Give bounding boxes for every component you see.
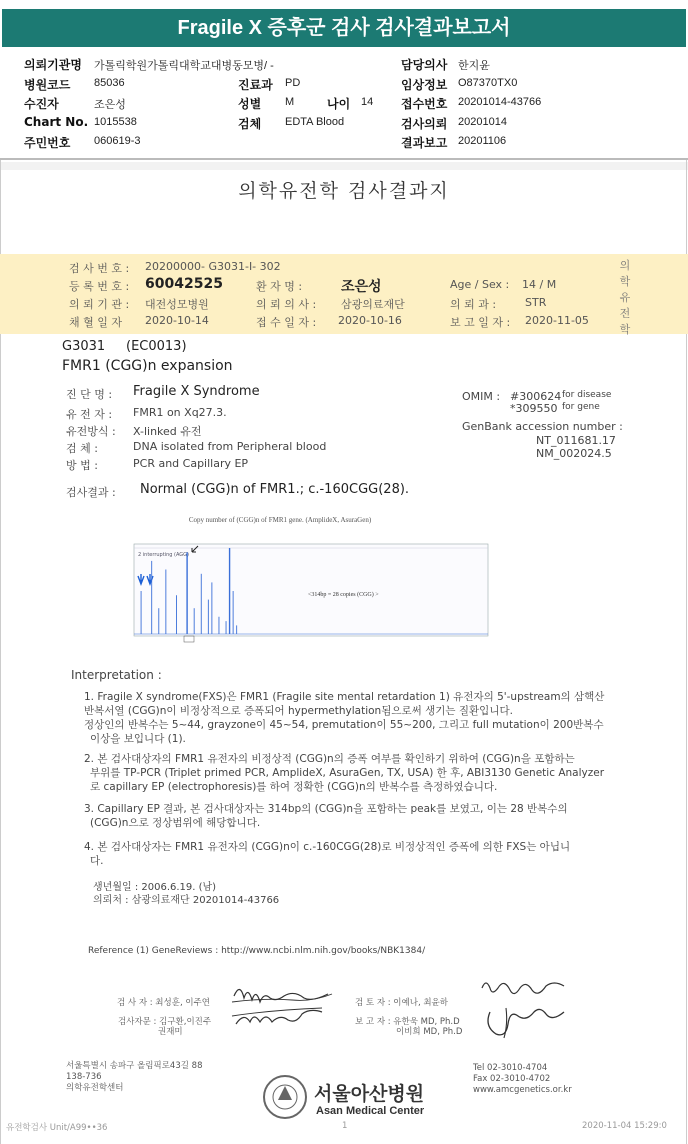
asan-foundation-seal-icon: [262, 1074, 308, 1120]
hospital-logo-english: Asan Medical Center: [316, 1105, 425, 1117]
doctor-label: 담당의사: [401, 58, 448, 72]
gene-label: 유 전 자 :: [66, 408, 113, 421]
reference: Reference (1) GeneReviews : http://www.ncbi.nlm.nih.gov/books/NBK1384/: [88, 946, 426, 956]
hospital-code-value: 85036: [94, 77, 125, 89]
request-date-value: 20201014: [458, 116, 507, 128]
doc-specimen-value: DNA isolated from Peripheral blood: [133, 440, 327, 453]
age-sex-label: Age / Sex :: [450, 278, 510, 291]
report-meta: [0, 52, 688, 152]
report-date-label: 결과보고: [401, 136, 448, 150]
reg-no-value: 60042525: [145, 276, 223, 292]
test-type-label: 의 뢰 과 :: [450, 298, 497, 311]
doc-specimen-label: 검 체 :: [66, 442, 98, 455]
size-marker: [184, 636, 194, 642]
reviewer: 검 토 자 : 이예나, 최윤하: [355, 998, 448, 1008]
staff-line2: 권재미: [158, 1027, 183, 1037]
age-value: 14: [361, 96, 374, 108]
age-sex-value: 14 / M: [522, 278, 557, 291]
signature-tester-image: [228, 976, 338, 1036]
omim-disease: #300624: [510, 390, 562, 403]
receipt-date-value: 2020-10-16: [338, 314, 402, 327]
gene-value: FMR1 on Xq27.3.: [133, 406, 227, 419]
report-date-label-doc: 보 고 일 자 :: [450, 316, 511, 329]
interpretation-paragraph-2: 2. 본 검사대상자의 FMR1 유전자의 비정상적 (CGG)n의 증폭 여부를 확인하기 위하여 (CGG)n을 포함하는 부위를 TP-PCR (Triplet primed PCR, AmplideX, AsuraGen, TX, USA) 한 후, ABI3130 Genetic Analyzer 로 capillary EP (electrophoresis)를 하여 정확한 (CGG)n의 반복수를 측정하였습니다.: [84, 753, 605, 793]
test-no-label: 검 사 번 호 :: [69, 262, 130, 275]
age-label: 나이: [327, 97, 351, 111]
staff-label: 검사자문 : 김구환,이진주: [118, 1017, 212, 1027]
doc-institution-value: 대전성모병원: [145, 298, 209, 311]
method-value: PCR and Capillary EP: [133, 457, 249, 470]
signature-reviewer-image: [470, 972, 580, 1044]
physician-value: 삼광의료재단: [341, 298, 405, 311]
hospital-code-label: 병원코드: [24, 78, 71, 92]
hospital-logo-korean: 서울아산병원: [314, 1083, 425, 1105]
reporter-line2: 이비희 MD, Ph.D: [396, 1027, 463, 1037]
report-title: Fragile X 증후군 검사 검사결과보고서: [2, 9, 686, 47]
omim-gene-note: for gene: [562, 402, 600, 412]
genbank-label: GenBank accession number :: [462, 420, 623, 433]
patient-label: 수진자: [24, 97, 59, 111]
chart-no-value: 1015538: [94, 116, 137, 128]
footer-page: 1: [342, 1121, 348, 1131]
electropherogram-svg: [122, 538, 496, 646]
chart-caption: Copy number of (CGG)n of FMR1 gene. (AmplideX, AsuraGen): [188, 516, 372, 524]
diagnosis-value: Fragile X Syndrome: [133, 384, 260, 399]
sex-label: 성별: [238, 97, 262, 111]
patient-name-value: 조은성: [341, 279, 382, 295]
test-type-value: STR: [525, 296, 547, 309]
accession-value: 20201014-43766: [458, 96, 542, 108]
chart-no-label: Chart No.: [24, 115, 89, 129]
chart-annotation-peak: <314bp = 28 copies (CGG) >: [308, 592, 379, 598]
report-date-value: 20201106: [458, 135, 507, 147]
institution-value: 가톨릭학원가톨릭대학교대병동모병/ -: [94, 60, 274, 72]
doctor-value: 한지윤: [458, 60, 490, 72]
collect-date-value: 2020-10-14: [145, 314, 209, 327]
omim-disease-note: for disease: [562, 390, 612, 400]
institution-label: 의뢰기관명: [24, 58, 82, 72]
physician-label: 의 뢰 의 사 :: [256, 298, 317, 311]
document-title: 의학유전학 검사결과지: [238, 180, 450, 202]
address-block: 서울특별시 송파구 올림픽로43길 88 138-736 의학유전학센터: [66, 1061, 203, 1093]
accession-label: 접수번호: [401, 97, 448, 111]
patient-name-label: 환 자 명 :: [256, 280, 303, 293]
test-code-sub: (EC0013): [126, 339, 187, 354]
referrer: 의뢰처 : 삼광의료재단 20201014-43766: [93, 895, 280, 906]
request-date-label: 검사의뢰: [401, 117, 448, 131]
scan-top-edge: [0, 162, 688, 170]
method-label: 방 법 :: [66, 459, 98, 472]
inheritance-value: X-linked 유전: [133, 425, 202, 438]
receipt-date-label: 접 수 일 자 :: [256, 316, 317, 329]
omim-label: OMIM :: [462, 390, 501, 403]
report-date-value-doc: 2020-11-05: [525, 314, 589, 327]
collect-date-label: 채 혈 일 자: [69, 316, 122, 329]
inheritance-label: 유전방식 :: [66, 425, 116, 438]
reg-no-label: 등 록 번 호 :: [69, 280, 130, 293]
rrn-label: 주민번호: [24, 136, 71, 150]
patient-value: 조은성: [94, 99, 126, 111]
rrn-value: 060619-3: [94, 135, 141, 147]
header-divider: [0, 158, 688, 160]
dept-label: 진료과: [238, 78, 273, 92]
doc-institution-label: 의 뢰 기 관 :: [69, 298, 130, 311]
specimen-label: 검체: [238, 117, 262, 131]
chart-annotation-interrupt: 2 interrupting (AGG): [138, 552, 189, 558]
electropherogram: [122, 538, 496, 646]
dept-value: PD: [285, 77, 301, 89]
footer-unit: 유전학검사 Unit/A99••36: [6, 1123, 108, 1133]
clinical-info-label: 임상정보: [401, 78, 448, 92]
footer-timestamp: 2020-11-04 15:29:0: [582, 1121, 667, 1131]
test-no-value: 20200000- G3031-I- 302: [145, 260, 281, 273]
interpretation-paragraph-1: 1. Fragile X syndrome(FXS)은 FMR1 (Fragile site mental retardation 1) 유전자의 5'-upstream의 삼핵산 반복서열 (CGG)n이 비정상적으로 증폭되어 hypermethylation됨으로써 생기는 질환입니다. 정상인의 반복수는 5~44, grayzone이 45~54, premutation이 55~200, 그리고 full mutation이 200반복수 이상을 보입니다 (1).: [84, 691, 605, 745]
test-name: FMR1 (CGG)n expansion: [62, 358, 233, 374]
genbank-1: NT_011681.17: [536, 434, 616, 447]
interpretation-paragraph-3: 3. Capillary EP 결과, 본 검사대상자는 314bp의 (CGG)n을 포함하는 peak를 보였고, 이는 28 반복수의 (CGG)n으로 정상범위에 해당합니다.: [84, 803, 568, 829]
tester: 검 사 자 : 최성훈, 이주연: [117, 998, 210, 1008]
test-code: G3031: [62, 339, 106, 354]
side-vertical-text: 의 학 유 전 학: [619, 259, 631, 336]
sex-value: M: [285, 96, 295, 108]
result-value: Normal (CGG)n of FMR1.; c.-160CGG(28).: [140, 482, 410, 497]
reporter-label: 보 고 자 : 유한욱 MD, Ph.D: [355, 1017, 460, 1027]
clinical-info-value: O87370TX0: [458, 77, 518, 89]
interpretation-heading: Interpretation :: [71, 668, 162, 682]
interpretation-paragraph-4: 4. 본 검사대상자는 FMR1 유전자의 (CGG)n이 c.-160CGG(28)로 비정상적인 증폭에 의한 FXS는 아닙니 다.: [84, 841, 571, 867]
date-of-birth: 생년월일 : 2006.6.19. (남): [93, 882, 217, 893]
genbank-2: NM_002024.5: [536, 447, 612, 460]
diagnosis-label: 진 단 명 :: [66, 388, 113, 401]
omim-gene: *309550: [510, 402, 558, 415]
contact-block: Tel 02-3010-4704 Fax 02-3010-4702 www.amcgenetics.or.kr: [473, 1063, 572, 1095]
specimen-value: EDTA Blood: [285, 116, 345, 128]
result-label: 검사결과 :: [66, 486, 116, 499]
